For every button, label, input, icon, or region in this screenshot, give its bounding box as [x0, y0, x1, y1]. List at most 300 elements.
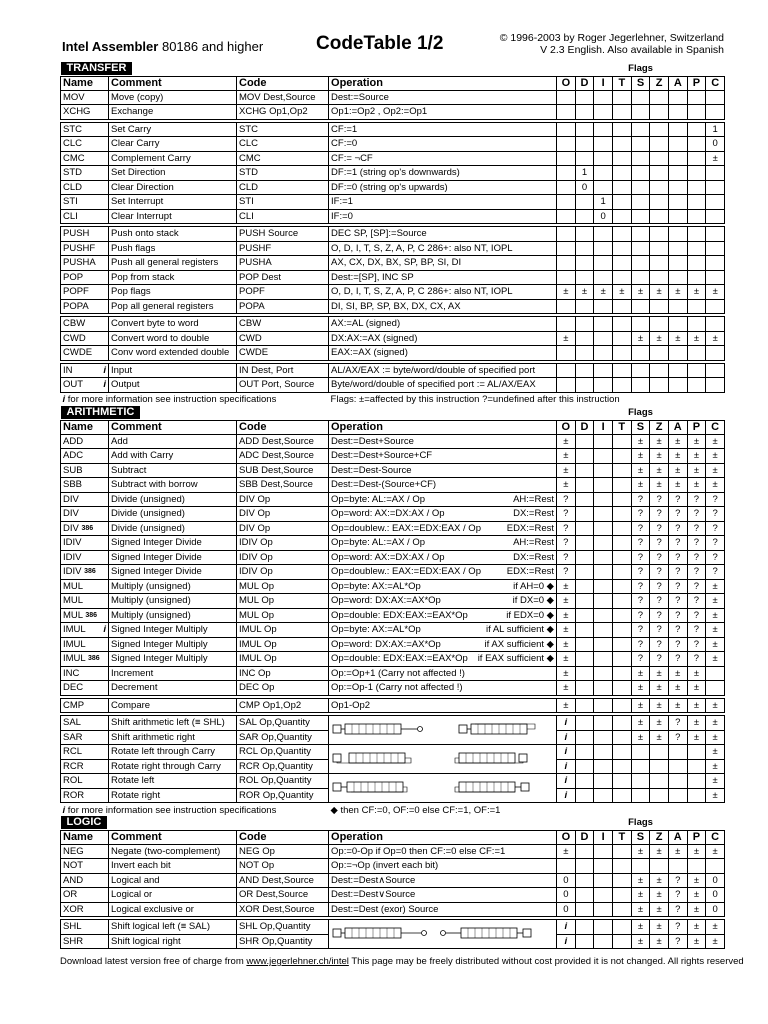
- flag-cell: [706, 90, 725, 105]
- operation-text: AL/AX/EAX := byte/word/double of specified port: [331, 364, 536, 376]
- flag-cell: ±: [650, 902, 669, 917]
- flag-cell: ?: [687, 637, 706, 652]
- cpu-386-tag: 386: [85, 611, 98, 619]
- instruction-operation: [329, 745, 557, 774]
- info-icon: i: [103, 379, 106, 391]
- flag-cell: [594, 166, 613, 181]
- flag-cell: ?: [668, 730, 687, 745]
- flag-cell: [557, 256, 576, 271]
- col-header-name: Name: [61, 420, 109, 434]
- bit-shift-diagram-icon: [331, 752, 541, 764]
- flag-cell: ?: [631, 536, 650, 551]
- column-header-row: [61, 420, 725, 434]
- flag-cell: [594, 844, 613, 859]
- operation-text: Op=byte: AX:=AL*Op: [331, 624, 421, 636]
- flag-cell: ?: [650, 579, 669, 594]
- instruction-name: [61, 270, 109, 285]
- operation-text: Op=word: DX:AX:=AX*Op: [331, 595, 441, 607]
- flag-cell: [668, 363, 687, 378]
- instruction-code: MUL Op: [237, 608, 329, 623]
- flag-cell: [612, 550, 631, 565]
- flag-cell: [557, 137, 576, 152]
- flag-cell: ±: [687, 730, 706, 745]
- flag-cell: [594, 463, 613, 478]
- flag-cell: ?: [631, 579, 650, 594]
- flag-cell: ±: [650, 434, 669, 449]
- mnemonic: IN: [63, 364, 73, 376]
- brand-subtitle: 80186 and higher: [161, 39, 264, 54]
- flag-cell: ±: [650, 844, 669, 859]
- flag-cell: ±: [557, 666, 576, 681]
- flag-cell: [575, 934, 594, 949]
- instruction-name: [61, 666, 109, 681]
- flag-cell: [575, 346, 594, 361]
- flag-cell: [687, 759, 706, 774]
- instruction-comment: Clear Interrupt: [109, 209, 237, 224]
- flag-cell: [706, 180, 725, 195]
- flag-cell: [575, 507, 594, 522]
- instruction-name: [61, 90, 109, 105]
- flag-header: D: [575, 830, 594, 844]
- flag-cell: [687, 256, 706, 271]
- operation-text: O, D, I, T, S, Z, A, P, C 286+: also NT, IOPL: [331, 286, 513, 298]
- flag-cell: [594, 137, 613, 152]
- flag-cell: [557, 241, 576, 256]
- flag-cell: ±: [557, 623, 576, 638]
- flag-cell: [613, 331, 632, 346]
- flag-cell: [575, 666, 594, 681]
- instruction-row: [61, 256, 725, 271]
- mnemonic: MOV: [63, 91, 85, 103]
- flag-cell: [594, 579, 613, 594]
- flag-cell: [650, 166, 669, 181]
- instruction-name: [61, 195, 109, 210]
- instruction-code: NOT Op: [237, 859, 329, 874]
- instruction-comment: Divide (unsigned): [109, 521, 237, 536]
- instruction-name: [61, 579, 109, 594]
- flag-cell: [631, 299, 650, 314]
- flag-cell: ±: [687, 873, 706, 888]
- instruction-name: [61, 449, 109, 464]
- operation-text: Op=double: EDX:EAX:=EAX*Op: [331, 609, 468, 621]
- instruction-comment: Rotate left through Carry: [109, 745, 237, 760]
- flag-cell: i: [557, 716, 576, 731]
- flag-cell: ?: [668, 652, 687, 667]
- mnemonic: INC: [63, 667, 80, 679]
- instruction-row: [61, 594, 725, 609]
- flag-cell: [594, 730, 613, 745]
- flag-cell: [594, 637, 613, 652]
- flag-cell: [594, 346, 613, 361]
- instruction-row: [61, 299, 725, 314]
- instruction-comment: Signed Integer Multiply: [109, 637, 237, 652]
- flag-cell: [557, 227, 576, 242]
- instruction-name: [61, 492, 109, 507]
- flag-cell: ?: [668, 623, 687, 638]
- flag-cell: [594, 105, 613, 120]
- mnemonic: MUL: [63, 595, 84, 607]
- flag-cell: [687, 227, 706, 242]
- instruction-comment: Convert byte to word: [109, 317, 237, 332]
- brand-name: Intel Assembler: [62, 39, 159, 54]
- instruction-comment: Set Carry: [109, 122, 237, 137]
- flag-cell: [650, 363, 669, 378]
- flag-cell: [612, 536, 631, 551]
- mnemonic: MUL: [63, 580, 84, 592]
- flag-cell: [594, 90, 613, 105]
- flag-cell: ?: [650, 608, 669, 623]
- instruction-name: [61, 363, 109, 378]
- flag-cell: [594, 270, 613, 285]
- flag-cell: [706, 195, 725, 210]
- flag-cell: ?: [650, 594, 669, 609]
- flag-cell: [575, 902, 594, 917]
- flag-cell: [687, 745, 706, 760]
- mnemonic: STI: [63, 196, 78, 208]
- flag-cell: ±: [631, 920, 650, 935]
- operation-text: DX:AX:=AX (signed): [331, 332, 418, 344]
- instruction-row: [61, 623, 725, 638]
- instruction-name: [61, 730, 109, 745]
- instruction-code: MOV Dest,Source: [237, 90, 329, 105]
- flag-cell: [687, 378, 706, 393]
- flag-cell: [575, 550, 594, 565]
- mnemonic: SUB: [63, 464, 83, 476]
- mnemonic: CLI: [63, 210, 78, 222]
- flag-cell: [575, 888, 594, 903]
- mnemonic: IMUL: [63, 653, 86, 665]
- instruction-code: SAR Op,Quantity: [237, 730, 329, 745]
- flag-cell: ?: [668, 873, 687, 888]
- flag-cell: [557, 180, 576, 195]
- flag-cell: [650, 90, 669, 105]
- flag-cell: ?: [650, 550, 669, 565]
- instruction-operation: [329, 299, 557, 314]
- instruction-code: XCHG Op1,Op2: [237, 105, 329, 120]
- flag-cell: [594, 122, 613, 137]
- diamond-icon: ◆: [544, 624, 554, 636]
- instruction-comment: Push flags: [109, 241, 237, 256]
- instruction-comment: Shift logical right: [109, 934, 237, 949]
- instruction-comment: Push all general registers: [109, 256, 237, 271]
- instruction-row: [61, 774, 725, 789]
- flag-cell: [575, 195, 594, 210]
- instruction-name: [61, 623, 109, 638]
- flag-cell: [631, 859, 650, 874]
- flag-cell: ±: [650, 698, 669, 713]
- flag-cell: ±: [557, 698, 576, 713]
- operation-condition: DX:=Rest: [513, 551, 554, 563]
- flag-cell: ±: [650, 873, 669, 888]
- flag-cell: i: [557, 774, 576, 789]
- instruction-code: IN Dest, Port: [237, 363, 329, 378]
- flag-cell: [650, 788, 669, 803]
- flag-cell: ±: [557, 594, 576, 609]
- flag-cell: [612, 934, 631, 949]
- instruction-comment: Clear Carry: [109, 137, 237, 152]
- flag-cell: [575, 363, 594, 378]
- instruction-row: [61, 434, 725, 449]
- bit-shift-diagram-icon: [331, 723, 541, 735]
- section-header: [61, 62, 725, 76]
- flag-cell: ±: [706, 463, 725, 478]
- flag-cell: [575, 492, 594, 507]
- instruction-operation: [329, 623, 557, 638]
- mnemonic: PUSHA: [63, 257, 96, 269]
- instruction-comment: Invert each bit: [109, 859, 237, 874]
- flag-cell: ?: [668, 565, 687, 580]
- flag-cell: ±: [687, 920, 706, 935]
- instruction-row: [61, 122, 725, 137]
- mnemonic: DIV: [63, 508, 79, 520]
- mnemonic: POP: [63, 271, 84, 283]
- instruction-name: [61, 550, 109, 565]
- instruction-operation: [329, 166, 557, 181]
- instruction-name: [61, 608, 109, 623]
- flag-cell: [613, 105, 632, 120]
- mnemonic: SHR: [63, 935, 84, 947]
- flag-cell: [631, 256, 650, 271]
- legend-row: [61, 803, 725, 818]
- flag-cell: 0: [706, 873, 725, 888]
- flag-cell: [557, 105, 576, 120]
- flag-cell: ±: [668, 681, 687, 696]
- instruction-comment: Add with Carry: [109, 449, 237, 464]
- flag-cell: ±: [687, 934, 706, 949]
- flag-cell: ±: [706, 745, 725, 760]
- flag-cell: ±: [706, 934, 725, 949]
- operation-text: CF:=0: [331, 138, 358, 150]
- instruction-code: DIV Op: [237, 521, 329, 536]
- flag-cell: [631, 105, 650, 120]
- operation-text: Dest:=[SP], INC SP: [331, 271, 414, 283]
- instruction-operation: [329, 666, 557, 681]
- flag-cell: ?: [631, 652, 650, 667]
- flag-cell: [612, 449, 631, 464]
- flag-cell: [612, 521, 631, 536]
- instruction-code: OUT Port, Source: [237, 378, 329, 393]
- instruction-comment: Pop from stack: [109, 270, 237, 285]
- flag-cell: [594, 478, 613, 493]
- flag-cell: ±: [650, 730, 669, 745]
- flag-cell: [687, 774, 706, 789]
- transfer-table: [60, 62, 725, 407]
- flag-cell: ?: [631, 507, 650, 522]
- flag-cell: ±: [631, 331, 650, 346]
- flag-cell: [594, 902, 613, 917]
- flag-header: O: [557, 830, 576, 844]
- flag-cell: [575, 788, 594, 803]
- flag-cell: ±: [706, 608, 725, 623]
- flag-cell: [668, 759, 687, 774]
- instruction-code: INC Op: [237, 666, 329, 681]
- flag-cell: [706, 317, 725, 332]
- flag-cell: ±: [631, 463, 650, 478]
- flag-header: Z: [650, 830, 669, 844]
- operation-text: DF:=1 (string op's downwards): [331, 167, 460, 179]
- flag-cell: ±: [650, 463, 669, 478]
- flag-cell: 0: [557, 902, 576, 917]
- instruction-comment: Push onto stack: [109, 227, 237, 242]
- instruction-row: [61, 681, 725, 696]
- flag-cell: ±: [557, 285, 576, 300]
- operation-condition: AH:=Rest: [513, 537, 554, 549]
- instruction-code: DEC Op: [237, 681, 329, 696]
- flag-cell: [594, 521, 613, 536]
- info-icon: i: [62, 394, 68, 405]
- instruction-name: [61, 180, 109, 195]
- flag-cell: [575, 594, 594, 609]
- flag-cell: [612, 759, 631, 774]
- flag-cell: [594, 873, 613, 888]
- operation-text: Op=doublew.: EAX:=EDX:EAX / Op: [331, 522, 481, 534]
- mnemonic: IMUL: [63, 624, 86, 636]
- flag-cell: [706, 346, 725, 361]
- flag-cell: [631, 195, 650, 210]
- flag-cell: [612, 681, 631, 696]
- flag-cell: ±: [687, 698, 706, 713]
- flag-cell: [706, 378, 725, 393]
- instruction-name: [61, 788, 109, 803]
- flag-cell: ±: [668, 449, 687, 464]
- operation-text: DEC SP, [SP]:=Source: [331, 228, 427, 240]
- flag-cell: ?: [650, 507, 669, 522]
- diamond-icon: ◆: [544, 580, 554, 592]
- mnemonic: OUT: [63, 379, 84, 391]
- instruction-name: [61, 331, 109, 346]
- flag-cell: [706, 859, 725, 874]
- flag-cell: [575, 449, 594, 464]
- instruction-comment: Compare: [109, 698, 237, 713]
- flag-cell: i: [557, 920, 576, 935]
- mnemonic: CMC: [63, 152, 85, 164]
- footer-link[interactable]: www.jegerlehner.ch/intel: [246, 956, 349, 967]
- flag-cell: ±: [706, 652, 725, 667]
- flag-cell: 1: [594, 195, 613, 210]
- flag-cell: [613, 241, 632, 256]
- flag-cell: [594, 681, 613, 696]
- flag-cell: [612, 698, 631, 713]
- instruction-name: [61, 716, 109, 731]
- flag-cell: i: [557, 788, 576, 803]
- flag-cell: [612, 902, 631, 917]
- instruction-name: [61, 681, 109, 696]
- col-header-comment: Comment: [109, 76, 237, 90]
- flag-header: T: [612, 420, 631, 434]
- flag-cell: [594, 652, 613, 667]
- flag-cell: [631, 745, 650, 760]
- instruction-row: [61, 378, 725, 393]
- operation-text: Op=double: EDX:EAX:=EAX*Op: [331, 653, 468, 665]
- instruction-name: [61, 434, 109, 449]
- mnemonic: DEC: [63, 682, 84, 694]
- flag-cell: [668, 317, 687, 332]
- instruction-name: [61, 105, 109, 120]
- instruction-comment: Input: [109, 363, 237, 378]
- instruction-name: [61, 463, 109, 478]
- instruction-comment: Decrement: [109, 681, 237, 696]
- flag-cell: ±: [557, 608, 576, 623]
- flag-header: C: [706, 420, 725, 434]
- flag-cell: [668, 745, 687, 760]
- operation-text: Dest:=Dest-Source: [331, 464, 412, 476]
- flag-header: Z: [650, 420, 669, 434]
- flag-cell: [594, 623, 613, 638]
- flag-cell: ±: [557, 478, 576, 493]
- flag-cell: [650, 105, 669, 120]
- mnemonic: CBW: [63, 318, 86, 330]
- instruction-code: OR Dest,Source: [237, 888, 329, 903]
- flag-cell: [706, 241, 725, 256]
- flag-cell: [594, 256, 613, 271]
- instruction-comment: Divide (unsigned): [109, 492, 237, 507]
- flag-cell: [612, 788, 631, 803]
- flag-cell: ?: [668, 902, 687, 917]
- flag-cell: [668, 90, 687, 105]
- instruction-code: CMP Op1,Op2: [237, 698, 329, 713]
- flag-cell: [706, 227, 725, 242]
- operation-text: Op=word: DX:AX:=AX*Op: [331, 638, 441, 650]
- flag-cell: [594, 716, 613, 731]
- flag-cell: [575, 299, 594, 314]
- flag-cell: 1: [575, 166, 594, 181]
- instruction-code: MUL Op: [237, 579, 329, 594]
- flag-cell: [557, 209, 576, 224]
- flag-cell: [612, 774, 631, 789]
- flag-cell: [668, 774, 687, 789]
- mnemonic: STD: [63, 167, 82, 179]
- flag-cell: [650, 745, 669, 760]
- flag-cell: ?: [557, 536, 576, 551]
- flag-cell: ±: [668, 844, 687, 859]
- flag-cell: [594, 151, 613, 166]
- flag-cell: ±: [706, 637, 725, 652]
- instruction-name: [61, 285, 109, 300]
- instruction-comment: Set Direction: [109, 166, 237, 181]
- flag-cell: ?: [631, 623, 650, 638]
- flag-cell: ±: [687, 434, 706, 449]
- flag-cell: [575, 745, 594, 760]
- flag-cell: [594, 363, 613, 378]
- section-header: [61, 406, 725, 420]
- flag-cell: ±: [687, 463, 706, 478]
- instruction-comment: Signed Integer Multiply: [109, 623, 237, 638]
- instruction-name: [61, 122, 109, 137]
- instruction-operation: [329, 331, 557, 346]
- instruction-row: [61, 105, 725, 120]
- flag-cell: [687, 363, 706, 378]
- flag-cell: [650, 299, 669, 314]
- flag-cell: [575, 256, 594, 271]
- instruction-row: [61, 579, 725, 594]
- flag-cell: [594, 449, 613, 464]
- instruction-name: [61, 652, 109, 667]
- flag-cell: ?: [706, 521, 725, 536]
- instruction-row: [61, 241, 725, 256]
- instruction-code: SBB Dest,Source: [237, 478, 329, 493]
- flag-header: A: [668, 420, 687, 434]
- flag-cell: [687, 151, 706, 166]
- flag-cell: ±: [668, 698, 687, 713]
- instruction-row: [61, 449, 725, 464]
- operation-condition: EDX:=Rest: [506, 566, 554, 578]
- col-header-operation: Operation: [329, 76, 557, 90]
- instruction-comment: Add: [109, 434, 237, 449]
- flag-cell: ±: [668, 285, 687, 300]
- flag-cell: ±: [706, 434, 725, 449]
- operation-text: Op=word: AX:=DX:AX / Op: [331, 551, 445, 563]
- flag-cell: 0: [557, 873, 576, 888]
